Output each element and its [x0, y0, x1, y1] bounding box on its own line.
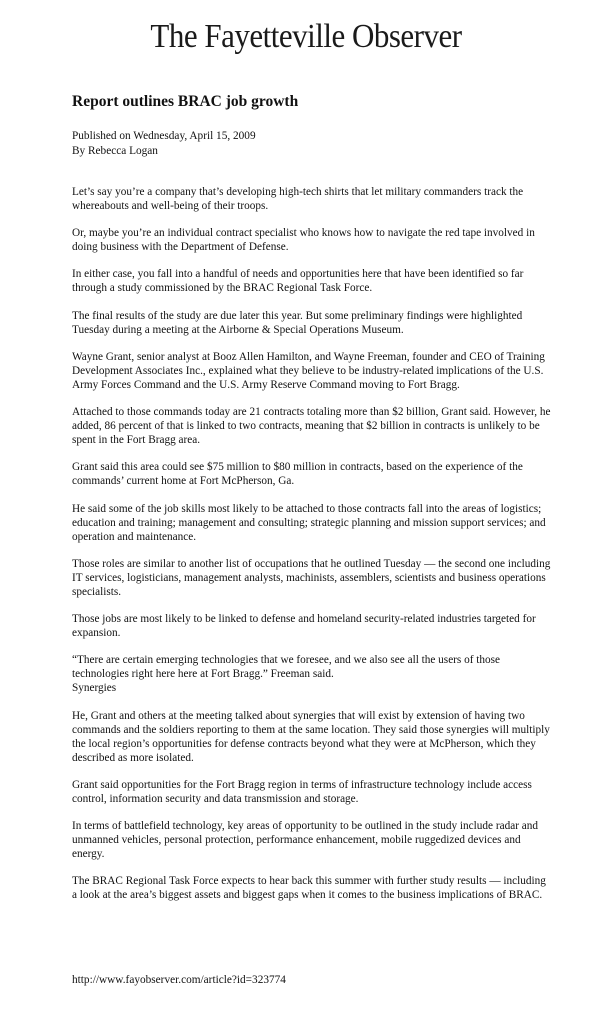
paragraph: Wayne Grant, senior analyst at Booz Allen Hamilton, and Wayne Freeman, founder and CEO of Training Development Associates Inc., explained what they believe to be industry-related implications of the U.S. Army Forces Command and the U.S. Army Reserve Command moving to Fort Bragg. — [72, 350, 545, 391]
publish-date: Published on Wednesday, April 15, 2009 — [72, 130, 256, 142]
paragraph: In terms of battlefield technology, key areas of opportunity to be outlined in the study include radar and unmanned vehicles, personal protection, performance enhancement, mobile ruggedized devices and energy. — [72, 820, 539, 861]
paragraph: Or, maybe you’re an individual contract specialist who knows how to navigate the red tape involved in doing business with the Department of Defense. — [72, 227, 535, 254]
paragraph: Grant said this area could see $75 million to $80 million in contracts, based on the experience of the commands’ current home at Fort McPherson, Ga. — [72, 461, 523, 488]
article-body — [72, 185, 552, 916]
paragraph: Let’s say you’re a company that’s developing high-tech shirts that let military commanders track the whereabouts and well-being of their troops. — [72, 186, 524, 213]
byline — [72, 129, 256, 158]
quote-paragraph — [72, 653, 552, 695]
paragraph: The BRAC Regional Task Force expects to hear back this summer with further study results — including a look at the area’s biggest assets and biggest gaps when it comes to the business implications of BRAC. — [72, 875, 546, 902]
source-url: http://www.fayobserver.com/article?id=323774 — [72, 974, 286, 986]
paragraph: He, Grant and others at the meeting talked about synergies that will exist by extension of having two commands and the soldiers reporting to them at the same location. They said those synergies will multiply the local region’s opportunities for defense contracts beyond what they were at McPherson, which they described as more isolated. — [72, 709, 550, 764]
paragraph: Grant said opportunities for the Fort Bragg region in terms of infrastructure technology include access control, information security and data transmission and storage. — [72, 778, 532, 805]
article-headline: Report outlines BRAC job growth — [72, 93, 299, 110]
masthead-logo: The Fayetteville Observer — [150, 16, 462, 55]
paragraph: Those jobs are most likely to be linked to defense and homeland security-related industries targeted for expansion. — [72, 613, 536, 640]
paragraph: Those roles are similar to another list of occupations that he outlined Tuesday — the second one including IT services, logisticians, management analysts, machinists, assemblers, scientists and business operations specialists. — [72, 557, 551, 598]
paragraph: Attached to those commands today are 21 contracts totaling more than $2 billion, Grant said. However, he added, 86 percent of that is linked to two contracts, meaning that $2 billion in contracts is unlikely to be spent in the Fort Bragg area. — [72, 406, 551, 447]
author: By Rebecca Logan — [72, 144, 158, 157]
paragraph: He said some of the job skills most likely to be attached to those contracts fall into the areas of logistics; education and training; management and consulting; strategic planning and mission support services; and operation and maintenance. — [72, 502, 546, 543]
paragraph: The final results of the study are due later this year. But some preliminary findings were highlighted Tuesday during a meeting at the Airborne & Special Operations Museum. — [72, 309, 523, 336]
section-subhead: Synergies — [72, 682, 117, 695]
quote: “There are certain emerging technologies that we foresee, and we also see all the users of those technologies right here here at Fort Bragg.” Freeman said. — [72, 654, 501, 681]
paragraph: In either case, you fall into a handful of needs and opportunities here that have been identified so far through a study commissioned by the BRAC Regional Task Force. — [72, 268, 524, 295]
